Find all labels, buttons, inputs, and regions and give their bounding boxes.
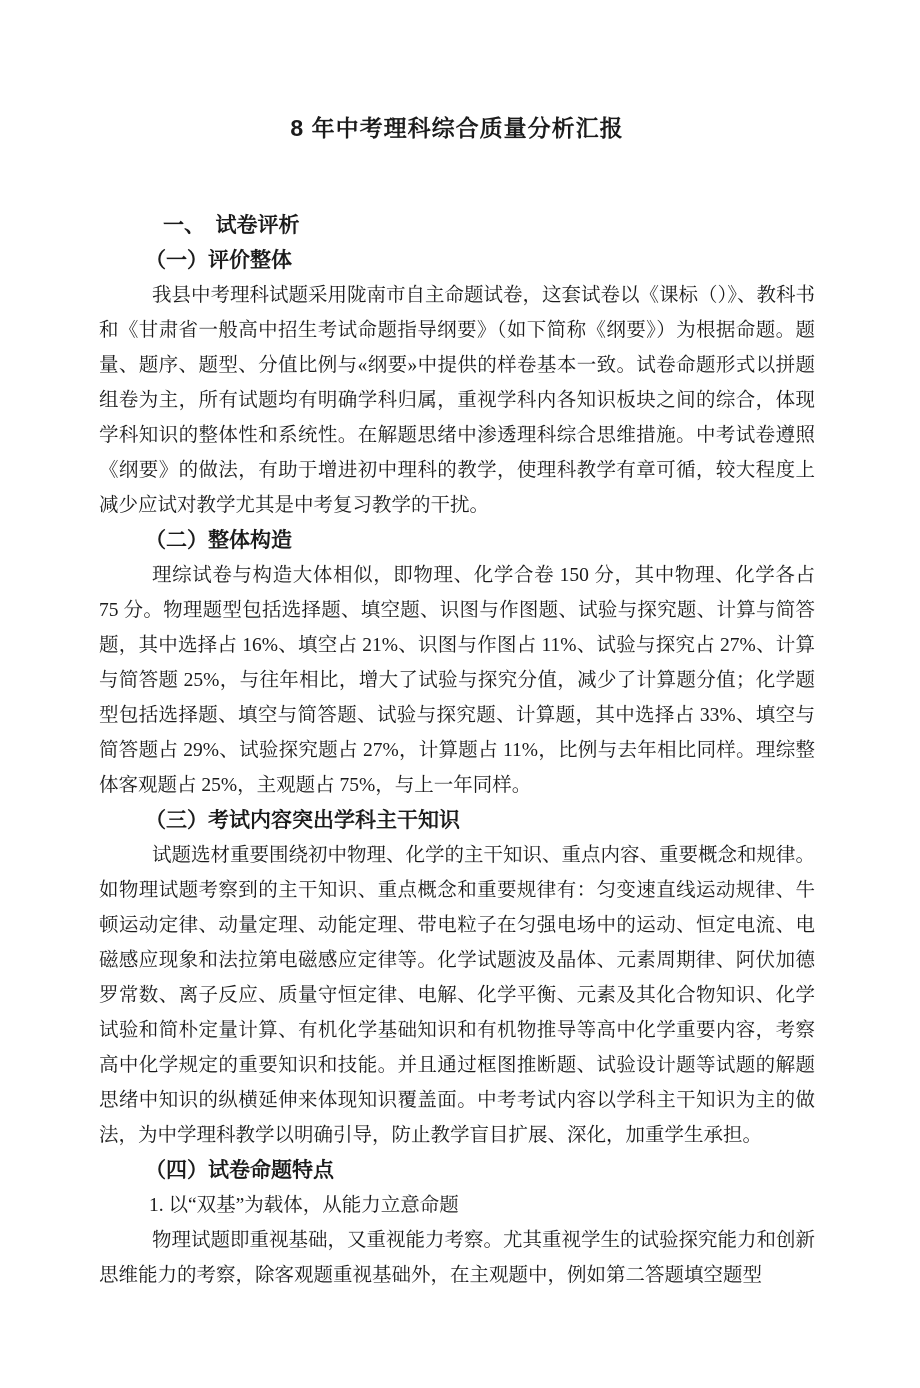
paragraph-overall-evaluation: 我县中考理科试题采用陇南市自主命题试卷，这套试卷以《课标（）》、教科书和《甘肃省一般高中招生考试命题指导纲要》（如下简称《纲要》）为根据命题。题量、题序、题型、分值比例与«纲要»中提供的样卷基本一致。试卷命题形式以拼题组卷为主，所有试题均有明确学科归属，重视学科内各知识板块之间的综合，体现学科知识的整体性和系统性。在解题思绪中渗透理科综合思维措施。中考试卷遵照《纲要》的做法，有助于增进初中理科的教学，使理科教学有章可循，较大程度上减少应试对教学尤其是中考复习教学的干扰。 <box>99 285 816 516</box>
subsection-heading-overall-structure: （二）整体构造 <box>145 529 292 552</box>
paragraph-overall-structure: 理综试卷与构造大体相似，即物理、化学合卷 150 分，其中物理、化学各占 75 分。物理题型包括选择题、填空题、识图与作图题、试验与探究题、计算与简答题，其中选择占 16%、填空占 21%、识图与作图占 11%、试验与探究占 27%、计算与简答题 25%，与往年相比，增大了试验与探究分值，减少了计算题分值；化学题型包括选择题、填空与简答题、试验与探究题、计算题，其中选择占 33%、填空与简答题占 29%、试验探究题占 27%，计算题占 11%，比例与去年相比同样。理综整体客观题占 25%，主观题占 75%，与上一年同样。 <box>99 565 815 796</box>
document-content <box>99 112 815 1293</box>
subsection-heading-overall-evaluation: （一）评价整体 <box>145 249 292 272</box>
subsection-heading-main-knowledge: （三）考试内容突出学科主干知识 <box>145 809 460 832</box>
section-heading-exam-analysis: 一、 试卷评析 <box>163 214 300 237</box>
paragraph-main-knowledge: 试题选材重要围绕初中物理、化学的主干知识、重点内容、重要概念和规律。如物理试题考察到的主干知识、重点概念和重要规律有：匀变速直线运动规律、牛顿运动定律、动量定理、动能定理、带电粒子在匀强电场中的运动、恒定电流、电磁感应现象和法拉第电磁感应定律等。化学试题波及晶体、元素周期律、阿伏加德罗常数、离子反应、质量守恒定律、电解、化学平衡、元素及其化合物知识、化学试验和简朴定量计算、有机化学基础知识和有机物推导等高中化学重要内容，考察高中化学规定的重要知识和技能。并且通过框图推断题、试验设计题等试题的解题思绪中知识的纵横延伸来体现知识覆盖面。中考考试内容以学科主干知识为主的做法，为中学理科教学以明确引导，防止教学盲目扩展、深化，加重学生承担。 <box>99 845 816 1146</box>
subsection-heading-proposition-features: （四）试卷命题特点 <box>145 1159 334 1182</box>
point-heading-dual-basics: 1. 以“双基”为载体，从能力立意命题 <box>149 1195 459 1216</box>
paragraph-dual-basics: 物理试题即重视基础，又重视能力考察。尤其重视学生的试验探究能力和创新思维能力的考察，除客观题重视基础外，在主观题中，例如第二答题填空题型 <box>99 1230 816 1286</box>
document-title: 8 年中考理科综合质量分析汇报 <box>290 115 624 141</box>
